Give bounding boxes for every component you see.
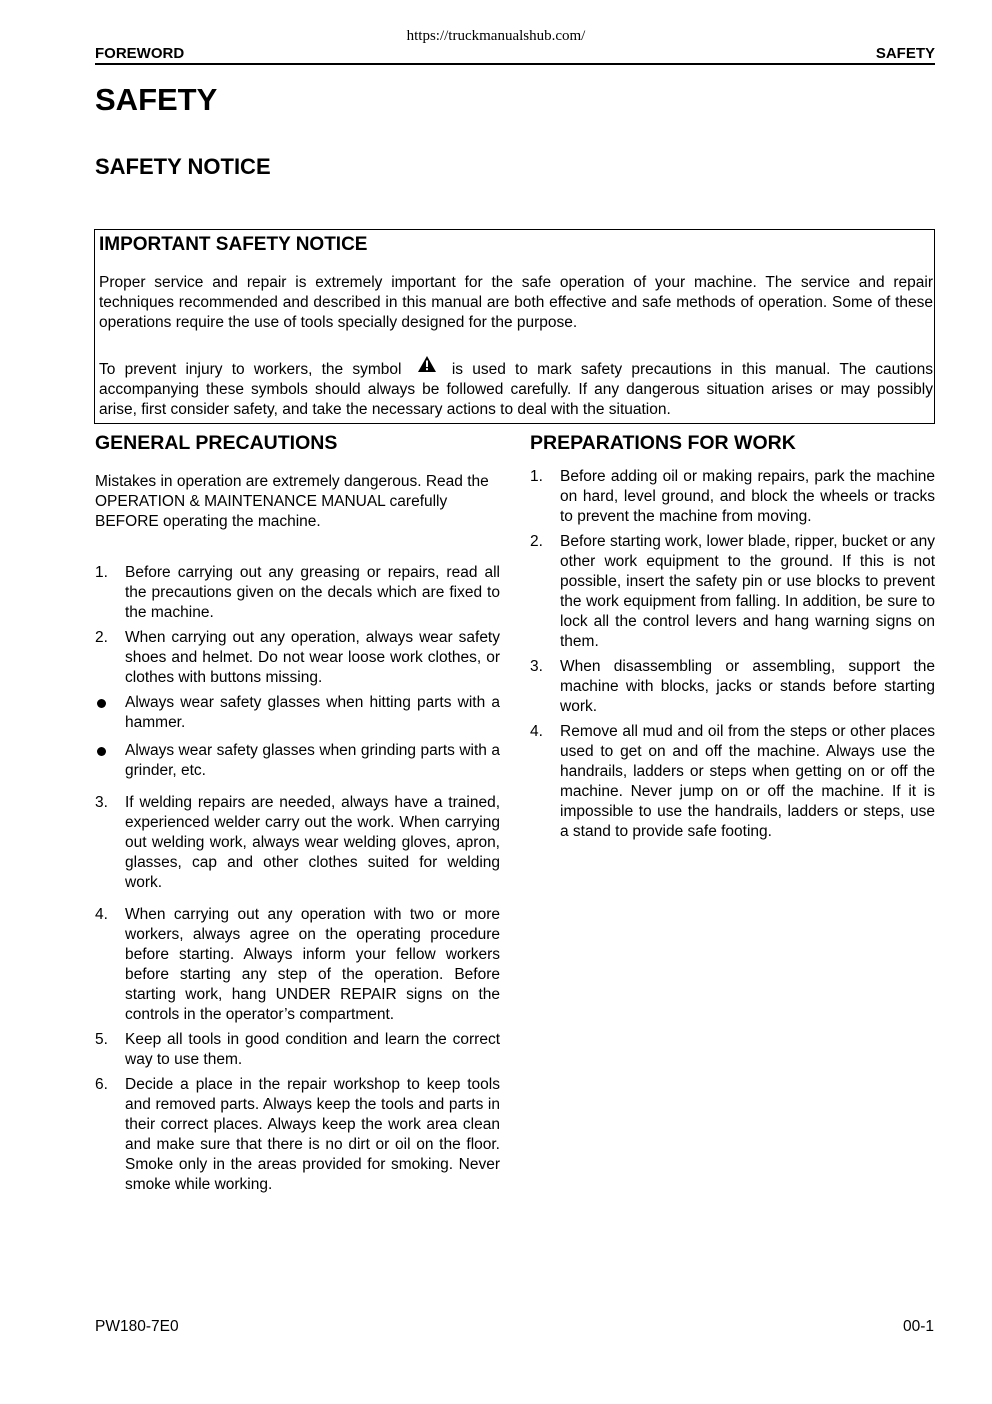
item-text: Always wear safety glasses when hitting parts with a hammer. bbox=[125, 694, 500, 731]
list-item bbox=[530, 532, 935, 652]
item-number: 1. bbox=[95, 564, 108, 581]
item-text: Always wear safety glasses when grinding parts with a grinder, etc. bbox=[125, 742, 500, 779]
item-text: When carrying out any operation, always wear safety shoes and helmet. Do not wear loose work clothes, or clothes with buttons missing. bbox=[125, 629, 500, 686]
bullet-item bbox=[95, 741, 500, 781]
warning-triangle-icon bbox=[411, 356, 443, 374]
item-number: 3. bbox=[95, 794, 108, 811]
header-section: FOREWORD bbox=[95, 45, 185, 62]
bullet-icon bbox=[97, 747, 106, 756]
item-number: 2. bbox=[95, 629, 108, 646]
item-text: When disassembling or assembling, support the machine with blocks, jacks or stands before starting work. bbox=[560, 658, 935, 715]
notice-title: IMPORTANT SAFETY NOTICE bbox=[99, 234, 368, 255]
bullet-icon bbox=[97, 699, 106, 708]
list-item bbox=[95, 628, 500, 688]
general-precautions-list bbox=[95, 563, 500, 1200]
page-header bbox=[95, 45, 935, 65]
item-text: Remove all mud and oil from the steps or other places used to get on and off the machine. Always use the handrails, ladders or steps when getting on or off the machine. Never jump on or off the machine. If it is impossible to use the handrails, ladders or steps, use a stand to provide safe footing. bbox=[560, 723, 935, 840]
item-text: If welding repairs are needed, always have a trained, experienced welder carry out the work. When carrying out welding work, always wear welding gloves, apron, glasses, cap and other clothes suited for welding work. bbox=[125, 794, 500, 891]
item-number: 5. bbox=[95, 1031, 108, 1048]
footer-page-number: 00-1 bbox=[902, 1318, 934, 1335]
notice-paragraph-2-end: is used to mark safety precautions in this manual. The cautions accompanying these symbols should always be followed carefully. If any dangerous situation arises or may possibly arise, first consider safety, and take the necessary actions to deal with the situation. bbox=[99, 361, 933, 418]
page-title: SAFETY bbox=[95, 82, 218, 117]
notice-paragraph-2 bbox=[99, 356, 933, 420]
item-text: Before carrying out any greasing or repairs, read all the precautions given on the decals which are fixed to the machine. bbox=[125, 564, 500, 621]
item-text: When carrying out any operation with two or more workers, always agree on the operating procedure before starting. Always inform your fellow workers before starting any step of the operation. Before starting work, hang UNDER REPAIR signs on the controls in the operator’s compartment. bbox=[125, 906, 500, 1023]
item-number: 4. bbox=[530, 723, 543, 740]
item-text: Before starting work, lower blade, ripper, bucket or any other work equipment to the ground. If this is not possible, insert the safety pin or use blocks to prevent the work equipment from falling. In addition, be sure to lock all the control levers and hang warning signs on them. bbox=[560, 533, 935, 650]
preparations-list bbox=[530, 467, 935, 847]
list-item bbox=[530, 657, 935, 717]
important-safety-notice-box bbox=[94, 229, 935, 424]
list-item bbox=[95, 1075, 500, 1195]
source-url[interactable]: https://truckmanualshub.com/ bbox=[406, 28, 586, 44]
item-text: Keep all tools in good condition and learn the correct way to use them. bbox=[125, 1031, 500, 1068]
item-number: 4. bbox=[95, 906, 108, 923]
general-precautions-heading: GENERAL PRECAUTIONS bbox=[95, 432, 338, 454]
list-item bbox=[95, 563, 500, 623]
item-number: 2. bbox=[530, 533, 543, 550]
list-item bbox=[95, 793, 500, 893]
item-text: Decide a place in the repair workshop to keep tools and removed parts. Always keep the tools and parts in their correct places. Always keep the work area clean and make sure that there is no dirt or oil on the floor. Smoke only in the areas provided for smoking. Never smoke while working. bbox=[125, 1076, 500, 1193]
general-precautions-intro: Mistakes in operation are extremely dangerous. Read the OPERATION & MAINTENANCE MANUAL carefully BEFORE operating the machine. bbox=[95, 473, 489, 530]
item-number: 1. bbox=[530, 468, 543, 485]
list-item bbox=[530, 722, 935, 842]
notice-paragraph-1: Proper service and repair is extremely important for the safe operation of your machine. The service and repair techniques recommended and described in this manual are both effective and safe methods of operation. Some of these operations require the use of tools specially designed for the purpose. bbox=[99, 274, 933, 331]
item-number: 3. bbox=[530, 658, 543, 675]
list-item bbox=[95, 905, 500, 1025]
item-number: 6. bbox=[95, 1076, 108, 1093]
preparations-heading: PREPARATIONS FOR WORK bbox=[530, 432, 796, 454]
notice-paragraph-2-start: To prevent injury to workers, the symbol bbox=[99, 361, 402, 378]
header-chapter: SAFETY bbox=[875, 45, 935, 62]
list-item bbox=[95, 1030, 500, 1070]
list-item bbox=[530, 467, 935, 527]
footer-model: PW180-7E0 bbox=[95, 1318, 179, 1335]
page-subtitle: SAFETY NOTICE bbox=[95, 154, 271, 179]
bullet-item bbox=[95, 693, 500, 733]
item-text: Before adding oil or making repairs, park the machine on hard, level ground, and block the wheels or tracks to prevent the machine from moving. bbox=[560, 468, 935, 525]
